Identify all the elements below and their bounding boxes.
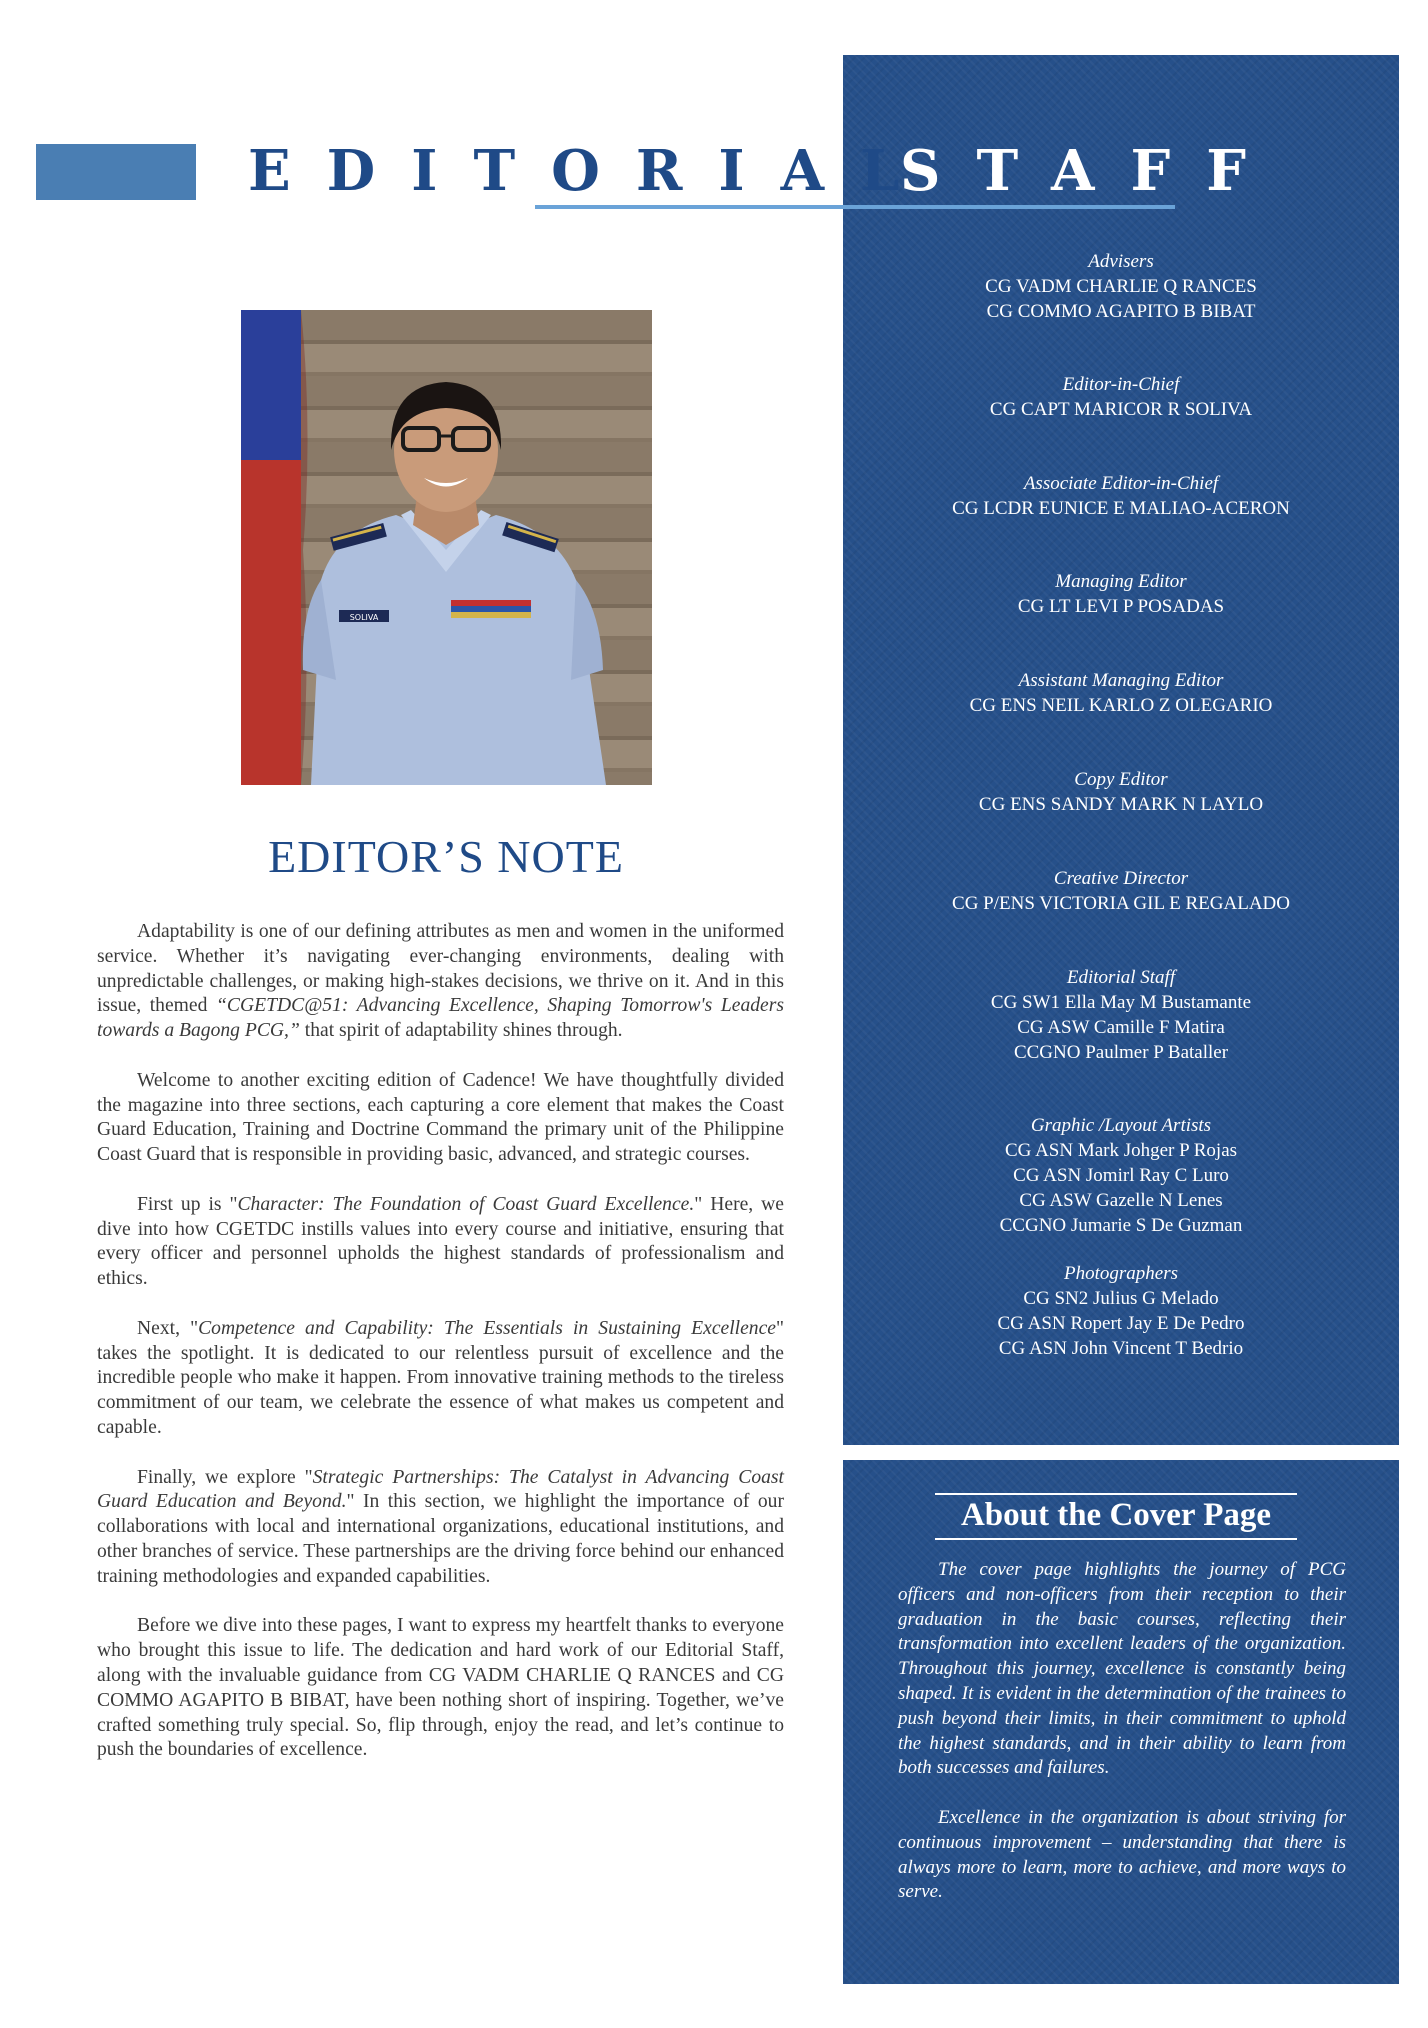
staff-name: CG ASN Jomirl Ray C Luro xyxy=(1013,1165,1229,1186)
staff-group-editorial-staff xyxy=(843,966,1399,1065)
staff-name: CG ASN John Vincent T Bedrio xyxy=(998,1338,1244,1359)
staff-name: CG ASN Ropert Jay E De Pedro xyxy=(997,1313,1245,1334)
staff-group-layout-artists xyxy=(843,1114,1399,1238)
about-cover-heading-block xyxy=(935,1493,1297,1540)
page-title-staff: STAFF xyxy=(900,138,1283,204)
staff-role: Editorial Staff xyxy=(1066,967,1176,988)
staff-group-managing-editor xyxy=(843,570,1399,619)
staff-role: Photographers xyxy=(1064,1263,1178,1284)
staff-name: CG P/ENS VICTORIA GIL E REGALADO xyxy=(952,893,1290,914)
note-paragraph: Welcome to another exciting edition of Cadence! We have thoughtfully divided the magazine into three sections, each capturing a core element that makes the Coast Guard Education, Training and Doctrine Command the primary unit of the Philippine Coast Guard that is responsible in providing basic, advanced, and strategic courses. xyxy=(97,1069,784,1166)
note-paragraph: Next, "Competence and Capability: The Essentials in Sustaining Excellence" takes the spotlight. It is dedicated to our relentless pursuit of excellence and the incredible people who make it happen. From innovative training methods to the tireless commitment of our team, we celebrate the essence of what makes us competent and capable. xyxy=(97,1317,784,1438)
staff-name: CG ENS SANDY MARK N LAYLO xyxy=(978,794,1264,815)
header-accent-bar xyxy=(36,144,196,200)
editors-note-body xyxy=(97,920,784,1788)
staff-group-creative-director xyxy=(843,867,1399,916)
staff-name: CG ASW Gazelle N Lenes xyxy=(1019,1190,1223,1211)
staff-name: CG SN2 Julius G Melado xyxy=(1023,1288,1219,1309)
cover-paragraph: The cover page highlights the journey of PCG officers and non-officers from their reception to their graduation in the basic courses, reflecting their transformation into excellent leaders of the organization. Throughout this journey, excellence is constantly being shaped. It is evident in the determination of the trainees to push beyond their limits, in their commitment to uphold the highest standards, and in their ability to learn from both successes and failures. xyxy=(898,1559,1346,1779)
staff-name: CG VADM CHARLIE Q RANCES xyxy=(985,276,1257,297)
staff-group-photographers xyxy=(843,1262,1399,1361)
staff-name: CCGNO Jumarie S De Guzman xyxy=(999,1215,1243,1236)
staff-group-copy-editor xyxy=(843,768,1399,817)
editor-portrait-photo xyxy=(241,310,652,785)
staff-name: CG ASN Mark Johger P Rojas xyxy=(1004,1140,1238,1161)
staff-role: Copy Editor xyxy=(1074,769,1168,790)
staff-group-assistant-managing-editor xyxy=(843,669,1399,718)
note-paragraph: Before we dive into these pages, I want to express my heartfelt thanks to everyone who brought this issue to life. The dedication and hard work of our Editorial Staff, along with the invaluable guidance from CG VADM CHARLIE Q RANCES and CG COMMO AGAPITO B BIBAT, have been nothing short of inspiring. Together, we’ve crafted something truly special. So, flip through, enjoy the read, and let’s continue to push the boundaries of excellence. xyxy=(97,1615,784,1761)
staff-name: CG ASW Camille F Matira xyxy=(1017,1017,1225,1038)
staff-role: Associate Editor-in-Chief xyxy=(1023,473,1219,494)
page-title-editorial: EDITORIAL xyxy=(248,138,936,204)
cover-rule-bottom xyxy=(935,1538,1297,1540)
nameplate-text: SOLIVA xyxy=(349,613,379,622)
title-underline xyxy=(535,205,1175,209)
staff-role: Managing Editor xyxy=(1055,571,1187,592)
about-cover-body xyxy=(898,1558,1346,1930)
note-paragraph: Adaptability is one of our defining attributes as men and women in the uniformed service. Whether it’s navigating ever-changing environments, dealing with unpredictable challenges, or making high-stakes decisions, we thrive on it. And in this issue, themed “CGETDC@51: Advancing Excellence, Shaping Tomorrow's Leaders towards a Bagong PCG,” that spirit of adaptability shines through. xyxy=(97,921,784,1042)
staff-name: CG COMMO AGAPITO B BIBAT xyxy=(986,301,1256,322)
note-paragraph: Finally, we explore "Strategic Partnerships: The Catalyst in Advancing Coast Guard Education and Beyond." In this section, we highlight the importance of our collaborations with local and international organizations, educational institutions, and other branches of service. These partnerships are the driving force behind our enhanced training methodologies and expanded capabilities. xyxy=(97,1466,785,1587)
staff-name: CG LT LEVI P POSADAS xyxy=(1017,596,1225,617)
staff-name: CCGNO Paulmer P Bataller xyxy=(1013,1042,1229,1063)
staff-role: Editor-in-Chief xyxy=(1062,374,1180,395)
staff-role: Graphic /Layout Artists xyxy=(1030,1115,1212,1136)
note-paragraph: First up is "Character: The Foundation of Coast Guard Excellence." Here, we dive into how CGETDC instills values into every course and initiative, ensuring that every officer and personnel upholds the highest standards of professionalism and ethics. xyxy=(97,1193,785,1290)
staff-name: CG ENS NEIL KARLO Z OLEGARIO xyxy=(969,695,1273,716)
staff-group-advisers xyxy=(843,250,1399,324)
staff-group-editor-in-chief xyxy=(843,373,1399,422)
editors-note-heading: EDITOR’S NOTE xyxy=(268,831,624,882)
about-cover-heading: About the Cover Page xyxy=(960,1497,1272,1533)
cover-paragraph: Excellence in the organization is about striving for continuous improvement – understanding that there is always more to learn, more to achieve, and more ways to serve. xyxy=(898,1806,1346,1903)
flag-blue-stripe xyxy=(241,310,301,460)
staff-name: CG CAPT MARICOR R SOLIVA xyxy=(989,399,1253,420)
staff-role: Creative Director xyxy=(1053,868,1189,889)
staff-role: Advisers xyxy=(1088,251,1154,272)
staff-name: CG LCDR EUNICE E MALIAO-ACERON xyxy=(952,498,1290,519)
staff-name: CG SW1 Ella May M Bustamante xyxy=(990,992,1252,1013)
staff-group-associate-editor xyxy=(843,472,1399,521)
staff-role: Assistant Managing Editor xyxy=(1018,670,1224,691)
